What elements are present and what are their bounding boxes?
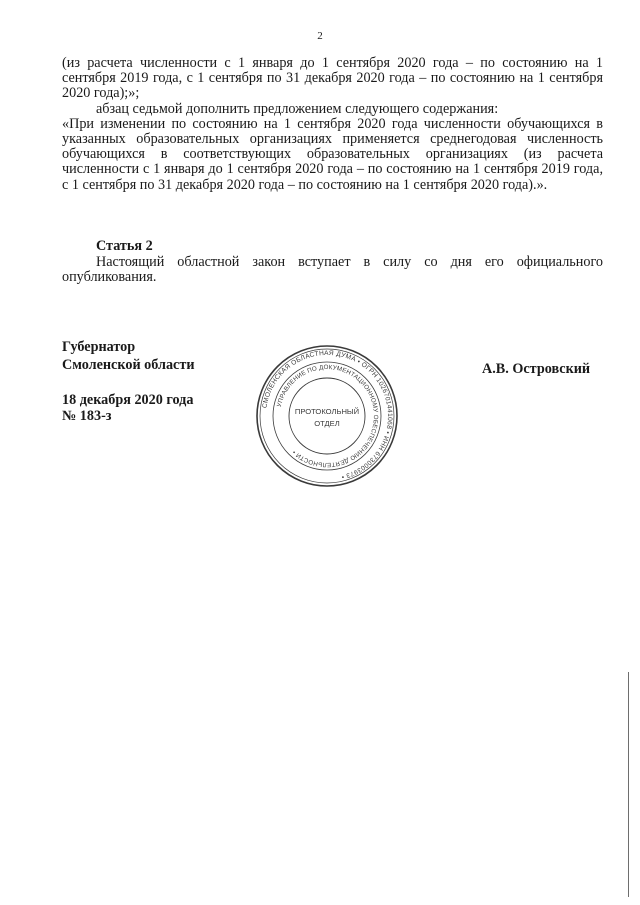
official-seal-icon [254,343,400,489]
signing-details [62,392,193,424]
signatory-title-line-2: Смоленской области [62,357,195,373]
article-heading: Статья 2 [96,238,153,254]
seal-inner-text: УПРАВЛЕНИЕ ПО ДОКУМЕНТАЦИОННОМУ ОБЕСПЕЧЕНИЮ ДЕЯТЕЛЬНОСТИ • [275,363,380,469]
scan-edge-mark [628,672,629,897]
signatory-name: А.В. Островский [482,361,591,377]
seal-center-line-2: ОТДЕЛ [314,419,340,428]
law-number: № 183-з [62,408,112,424]
paragraph-1: (из расчета численности с 1 января до 1 сентября 2020 года – по состоянию на 1 сентября 2019 года, с 1 сентября по 31 декабря 2020 года – по состоянию на 1 сентября 2020 года);»; [62,55,603,102]
article-body [62,255,603,285]
paragraph-3: «При изменении по состоянию на 1 сентября 2020 года численности обучающихся в указанных образовательных организациях применяется среднегодовая численность обучающихся в соответствующих образовательных организациях (из расчета численности с 1 января до 1 сентября 2020 года – по состоянию на 1 сентября 2019 года, с 1 сентября по 31 декабря 2020 года – по состоянию на 1 сентября 2020 года).». [62,115,603,193]
page-number: 2 [317,30,323,42]
svg-text:УПРАВЛЕНИЕ ПО ДОКУМЕНТАЦИОННОМ [276,364,379,468]
signatory-title-line-1: Губернатор [62,339,136,355]
paragraph-2: абзац седьмой дополнить предложением следующего содержания: [96,100,499,117]
seal-center-line-1: ПРОТОКОЛЬНЫЙ [294,407,360,416]
seal-outer-text: СМОЛЕНСКАЯ ОБЛАСТНАЯ ДУМА • ОГРН 1026701441068 • ИНН 6730003973 • [261,349,394,481]
body-text [62,56,603,193]
signing-date: 18 декабря 2020 года [62,392,194,408]
seal-inner-ring [289,378,365,454]
signatory-title [62,338,195,374]
article-paragraph: Настоящий областной закон вступает в силу со дня его официального опубликования. [62,254,603,286]
